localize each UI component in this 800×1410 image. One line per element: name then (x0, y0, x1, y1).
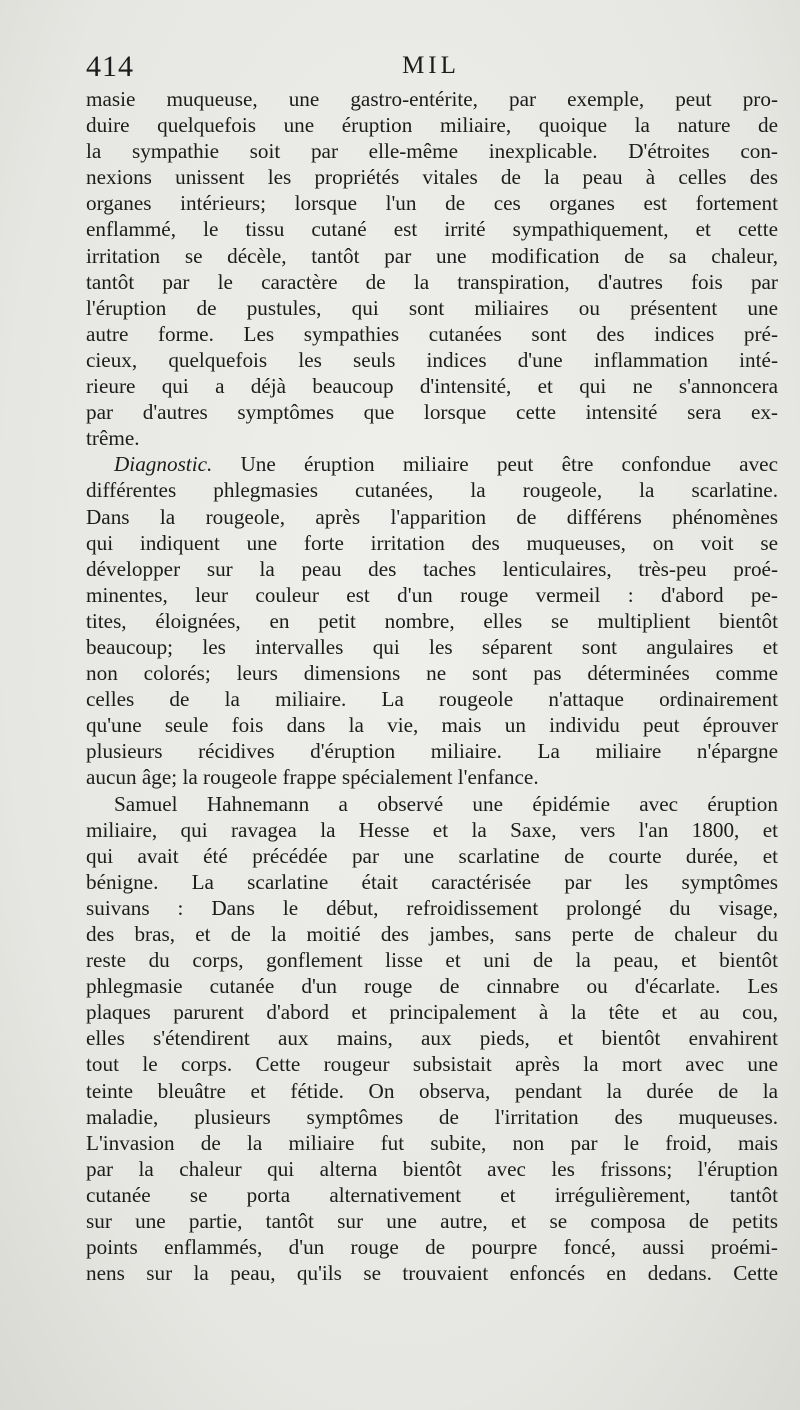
text-line: enflammé, le tissu cutané est irrité sympathiquement, et cette (86, 217, 778, 242)
text-line: maladie, plusieurs symptômes de l'irritation des muqueuses. (86, 1104, 778, 1129)
text-line-fragment: Une éruption miliaire peut être confondue avec (212, 452, 778, 477)
diagnostic-first-line (86, 451, 778, 477)
page-header (86, 50, 776, 90)
text-line: l'éruption de pustules, qui sont miliaires ou présentent une (86, 295, 778, 320)
text-line: la sympathie soit par elle-même inexplicable. D'étroites con- (86, 139, 778, 164)
text-line: reste du corps, gonflement lisse et uni de la peau, et bientôt (86, 948, 778, 973)
text-line: teinte bleuâtre et fétide. On observa, pendant la durée de la (86, 1078, 778, 1103)
text-line: phlegmasie cutanée d'un rouge de cinnabre ou d'écarlate. Les (86, 974, 778, 999)
text-line: développer sur la peau des taches lenticulaires, très-peu proé- (86, 556, 778, 581)
text-line: miliaire, qui ravagea la Hesse et la Saxe, vers l'an 1800, et (86, 817, 778, 842)
text-line: cieux, quelquefois les seuls indices d'une inflammation inté- (86, 347, 778, 372)
text-line: plusieurs récidives d'éruption miliaire. La miliaire n'épargne (86, 739, 778, 764)
text-line: par d'autres symptômes que lorsque cette intensité sera ex- (86, 400, 778, 425)
text-line: celles de la miliaire. La rougeole n'attaque ordinairement (86, 687, 778, 712)
text-line: plaques parurent d'abord et principalement à la tête et au cou, (86, 1000, 778, 1025)
text-line: trême. (86, 426, 140, 451)
text-line: Samuel Hahnemann a observé une épidémie avec éruption (114, 791, 778, 816)
text-line: irritation se décèle, tantôt par une modification de sa chaleur, (86, 243, 778, 268)
text-line: nens sur la peau, qu'ils se trouvaient enfoncés en dedans. Cette (86, 1261, 778, 1286)
text-line: masie muqueuse, une gastro-entérite, par exemple, peut pro- (86, 87, 778, 111)
page-number: 414 (86, 50, 134, 83)
text-line: aucun âge; la rougeole frappe spécialement l'enfance. (86, 765, 539, 790)
text-line: qu'une seule fois dans la vie, mais un individu peut éprouver (86, 713, 778, 738)
text-line: sur une partie, tantôt sur une autre, et se composa de petits (86, 1209, 778, 1234)
body-text (86, 86, 778, 1286)
running-head: MIL (402, 52, 460, 79)
text-line: des bras, et de la moitié des jambes, sans perte de chaleur du (86, 922, 778, 946)
text-line: autre forme. Les sympathies cutanées sont des indices pré- (86, 321, 778, 346)
text-line: beaucoup; les intervalles qui les séparent sont angulaires et (86, 634, 778, 659)
text-line: points enflammés, d'un rouge de pourpre foncé, aussi proémi- (86, 1235, 778, 1260)
text-line: bénigne. La scarlatine était caractérisée par les symptômes (86, 869, 778, 894)
text-line: tantôt par le caractère de la transpiration, d'autres fois par (86, 269, 778, 294)
text-line: tites, éloignées, en petit nombre, elles se multiplient bientôt (86, 608, 778, 633)
text-line: duire quelquefois une éruption miliaire, quoique la nature de (86, 113, 778, 138)
text-line: cutanée se porta alternativement et irrégulièrement, tantôt (86, 1182, 778, 1207)
text-line: elles s'étendirent aux mains, aux pieds, et bientôt envahirent (86, 1026, 778, 1051)
text-line: tout le corps. Cette rougeur subsistait après la mort avec une (86, 1052, 778, 1077)
text-line: nexions unissent les propriétés vitales de la peau à celles des (86, 165, 778, 190)
text-line: qui indiquent une forte irritation des muqueuses, on voit se (86, 530, 778, 555)
text-line: L'invasion de la miliaire fut subite, non par le froid, mais (86, 1130, 778, 1155)
text-line: Dans la rougeole, après l'apparition de différens phénomènes (86, 504, 778, 529)
text-line: suivans : Dans le début, refroidissement prolongé du visage, (86, 895, 778, 920)
text-line: qui avait été précédée par une scarlatine de courte durée, et (86, 843, 778, 868)
text-line: minentes, leur couleur est d'un rouge vermeil : d'abord pe- (86, 582, 778, 607)
text-line: rieure qui a déjà beaucoup d'intensité, et qui ne s'annoncera (86, 374, 778, 399)
text-line: organes intérieurs; lorsque l'un de ces organes est fortement (86, 191, 778, 216)
text-line: différentes phlegmasies cutanées, la rougeole, la scarlatine. (86, 478, 778, 503)
text-line: non colorés; leurs dimensions ne sont pas déterminées comme (86, 661, 778, 686)
text-line: par la chaleur qui alterna bientôt avec les frissons; l'éruption (86, 1156, 778, 1181)
section-label-diagnostic: Diagnostic. (114, 452, 213, 477)
